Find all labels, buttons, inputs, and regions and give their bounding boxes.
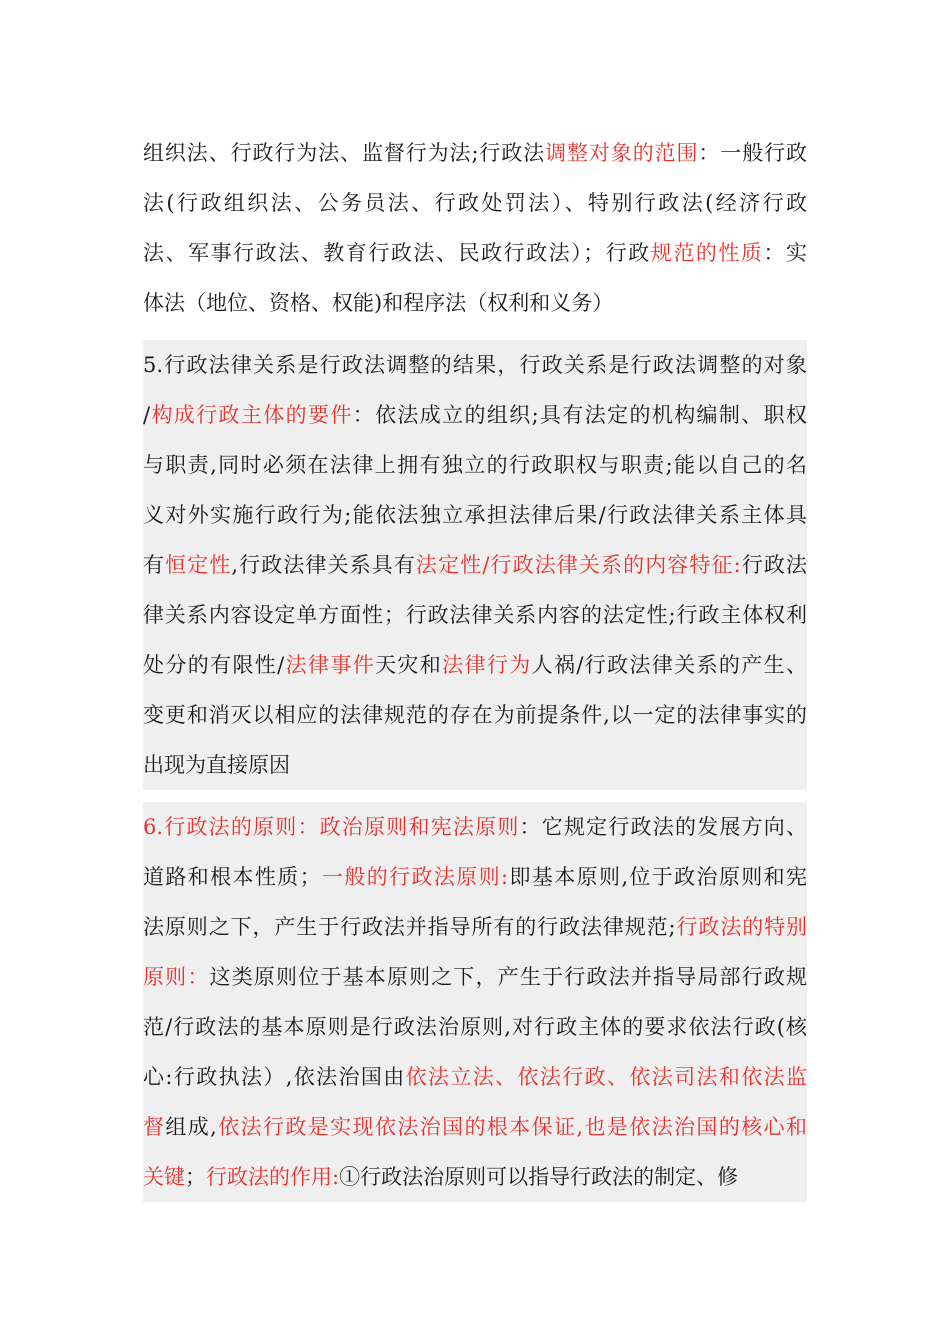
highlighted-text: 构成行政主体的要件 xyxy=(150,403,353,427)
highlighted-text: 依法立法、依法行政、依法司法和依法监 xyxy=(405,1065,807,1089)
text-line xyxy=(143,128,807,178)
highlighted-text: 恒定性 xyxy=(165,553,232,577)
body-text: 法、军事行政法、教育行政法、民政行政法）；行政 xyxy=(143,241,651,265)
body-text: 组成, xyxy=(165,1115,217,1139)
section-5-admin-legal-relations xyxy=(143,340,807,790)
body-text: 道路和根本性质； xyxy=(143,865,321,889)
text-line xyxy=(143,952,807,1002)
paragraph-admin-law-scope xyxy=(143,128,807,328)
body-text: 法原则之下，产生于行政法并指导所有的行政法律规范; xyxy=(143,915,676,939)
body-text: 体法（地位、资格、权能)和程序法（权利和义务） xyxy=(143,291,614,315)
body-text: 义对外实施行政行为;能依法独立承担法律后果/行政法律关系主体具 xyxy=(143,503,807,527)
text-line xyxy=(143,1152,807,1202)
text-line xyxy=(143,852,807,902)
body-text: ：它规定行政法的发展方向、 xyxy=(519,815,807,839)
body-text: 天灾和 xyxy=(375,653,443,677)
highlighted-text: 调整对象的范围 xyxy=(545,141,699,165)
body-text: 即基本原则,位于政治原则和宪 xyxy=(508,865,807,889)
highlighted-text: 督 xyxy=(143,1115,166,1139)
text-line xyxy=(143,802,807,852)
body-text: 人祸/行政法律关系的产生、 xyxy=(531,653,807,677)
body-text: 处分的有限性/ xyxy=(143,653,285,677)
body-text: 法(行政组织法、公务员法、行政处罚法）、特别行政法(经济行政 xyxy=(143,191,807,215)
body-text: ①行政法治原则可以指导行政法的制定、修 xyxy=(339,1165,739,1189)
text-line xyxy=(143,1052,807,1102)
text-line xyxy=(143,540,807,590)
body-text: ：实 xyxy=(763,241,807,265)
highlighted-text: 一般的行政法原则: xyxy=(320,865,509,889)
body-text: / xyxy=(143,403,151,427)
highlighted-text: 行政法的作用: xyxy=(206,1165,340,1189)
body-text: 5.行政法律关系是行政法调整的结果，行政关系是行政法调整的对象 xyxy=(143,353,807,377)
text-line xyxy=(143,902,807,952)
body-text: 组织法、行政行为法、监督行为法;行政法 xyxy=(143,141,546,165)
text-line xyxy=(143,278,807,328)
text-line xyxy=(143,740,807,790)
highlighted-text: 行政法的特别 xyxy=(675,915,807,939)
body-text: ：依法成立的组织;具有法定的机构编制、职权 xyxy=(352,403,807,427)
text-line xyxy=(143,440,807,490)
highlighted-text: 法律事件 xyxy=(284,653,376,677)
body-text: 范/行政法的基本原则是行政法治原则,对行政主体的要求依法行政(核 xyxy=(143,1015,807,1039)
text-line xyxy=(143,1002,807,1052)
text-line xyxy=(143,1102,807,1152)
body-text: 与职责,同时必须在法律上拥有独立的行政职权与职责;能以自己的名 xyxy=(143,453,807,477)
text-line xyxy=(143,390,807,440)
highlighted-text: 法定性/行政法律关系的内容特征: xyxy=(416,553,741,577)
body-text: 有 xyxy=(143,553,166,577)
text-line xyxy=(143,340,807,390)
section-6-admin-law-principles xyxy=(143,802,807,1202)
text-line xyxy=(143,690,807,740)
body-text: 变更和消灭以相应的法律规范的存在为前提条件,以一定的法律事实的 xyxy=(143,703,807,727)
body-text: 出现为直接原因 xyxy=(143,753,290,777)
highlighted-text: 关键 xyxy=(143,1165,185,1189)
text-line xyxy=(143,640,807,690)
highlighted-text: 原则： xyxy=(143,965,210,989)
body-text: ：一般行政 xyxy=(698,141,807,165)
body-text: ； xyxy=(185,1165,206,1189)
text-line xyxy=(143,490,807,540)
highlighted-text: 规范的性质 xyxy=(650,241,764,265)
body-text: ,行政法律关系具有 xyxy=(231,553,417,577)
highlighted-text: 法律行为 xyxy=(442,653,532,677)
highlighted-text: 6.行政法的原则：政治原则和宪法原则 xyxy=(143,815,520,839)
text-line xyxy=(143,178,807,228)
body-text: 律关系内容设定单方面性；行政法律关系内容的法定性;行政主体权利 xyxy=(143,603,807,627)
text-line xyxy=(143,590,807,640)
body-text: 行政法 xyxy=(740,553,807,577)
text-line xyxy=(143,228,807,278)
body-text: 心:行政执法）,依法治国由 xyxy=(143,1065,406,1089)
body-text: 这类原则位于基本原则之下，产生于行政法并指导局部行政规 xyxy=(209,965,807,989)
highlighted-text: 依法行政是实现依法治国的根本保证,也是依法治国的核心和 xyxy=(216,1115,807,1139)
